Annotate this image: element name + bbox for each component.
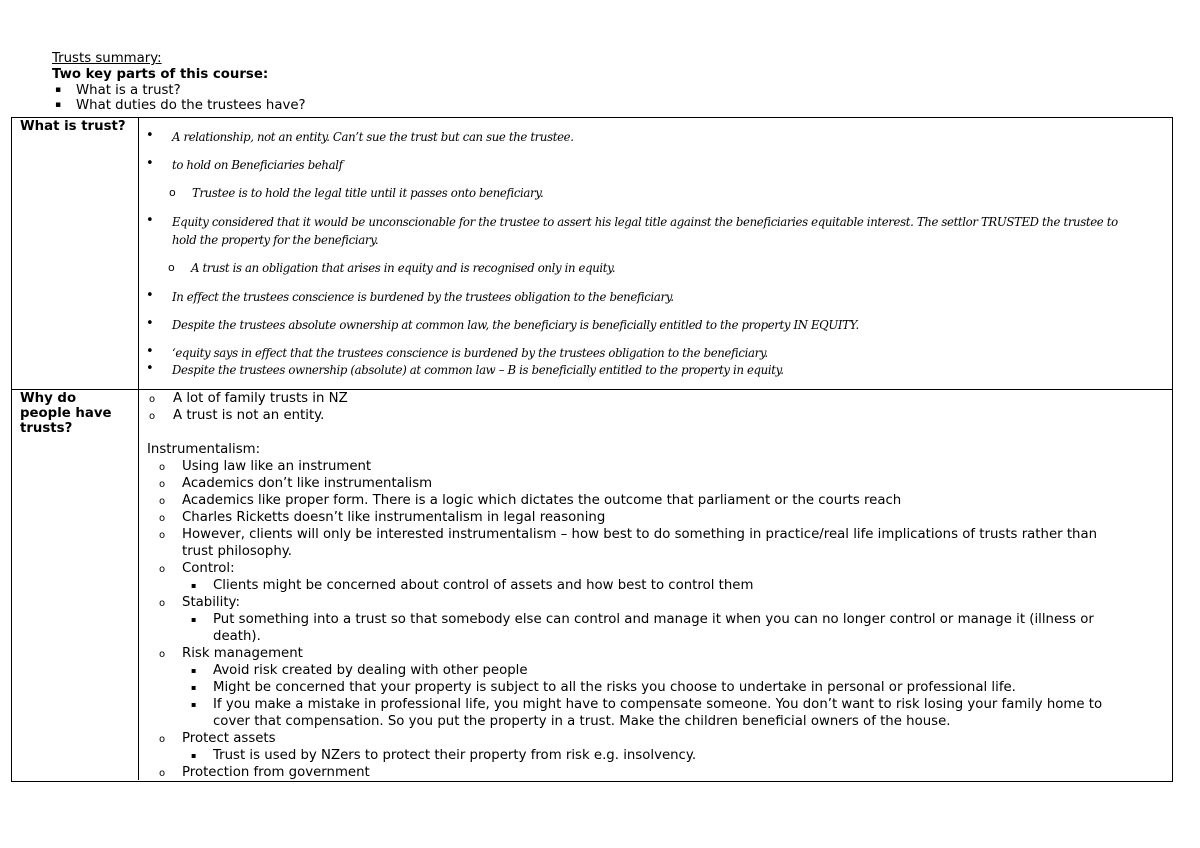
list-item: [191, 662, 528, 679]
list-item: [149, 390, 348, 407]
document-heading: [52, 51, 852, 113]
list-item: [159, 475, 433, 492]
square-bullet-icon: ▪: [191, 700, 197, 709]
circle-bullet-icon: o: [149, 394, 156, 405]
list-item: [159, 560, 235, 577]
list-item-text: In effect the trustees conscience is burdened by the trustees obligation to the beneficiary.: [172, 290, 674, 304]
bullet-icon: •: [146, 361, 154, 376]
list-item-text: Charles Ricketts doesn’t like instrumentalism in legal reasoning: [182, 510, 606, 525]
list-item-text: A trust is not an entity.: [173, 408, 325, 423]
square-bullet-icon: ▪: [191, 581, 197, 590]
list-item-text: What duties do the trustees have?: [76, 98, 306, 113]
square-bullet-icon: ▪: [191, 683, 197, 692]
list-item: [169, 184, 544, 202]
circle-bullet-icon: o: [159, 496, 166, 507]
list-item: [168, 259, 616, 277]
list-item: [159, 458, 372, 475]
list-item-continuation: [213, 713, 950, 730]
list-item-text: to hold on Beneficiaries behalf: [172, 158, 343, 172]
list-item-text: If you make a mistake in professional life, you might have to compensate someone. You don’t want to risk losing your family home to: [213, 697, 1103, 712]
list-item-text: trust philosophy.: [182, 544, 292, 559]
document-title: Trusts summary:: [52, 51, 162, 66]
circle-bullet-icon: o: [149, 411, 156, 422]
section-label-text: Instrumentalism:: [147, 442, 261, 457]
table-row: [12, 118, 1172, 390]
list-item: [159, 645, 303, 662]
circle-bullet-icon: o: [159, 564, 166, 575]
list-item: [159, 492, 902, 509]
circle-bullet-icon: o: [169, 186, 176, 199]
list-item-text: What is a trust?: [76, 83, 181, 98]
bullet-icon: •: [146, 288, 154, 303]
list-item: [191, 577, 754, 594]
list-item-text: Academics like proper form. There is a logic which dictates the outcome that parliament or the courts reach: [182, 493, 902, 508]
course-parts-list: [52, 83, 852, 113]
list-item: [146, 344, 768, 362]
circle-bullet-icon: o: [159, 598, 166, 609]
list-item: [159, 526, 1098, 543]
list-item: [159, 594, 240, 611]
bullet-icon: •: [146, 316, 154, 331]
list-item-text: Protection from government: [182, 765, 370, 780]
list-item-text: Control:: [182, 561, 235, 576]
column-divider: [138, 118, 139, 389]
square-bullet-icon: ▪: [191, 615, 197, 624]
bullet-icon: •: [146, 156, 154, 171]
list-item-continuation: [172, 231, 378, 249]
list-item-text: Academics don’t like instrumentalism: [182, 476, 433, 491]
bullet-icon: •: [146, 344, 154, 359]
row-label: Why do people have trusts?: [20, 391, 112, 436]
list-item: [191, 747, 697, 764]
circle-bullet-icon: o: [168, 261, 175, 274]
list-item-continuation: [213, 628, 261, 645]
circle-bullet-icon: o: [159, 462, 166, 473]
square-bullet-icon: ▪: [55, 85, 62, 95]
circle-bullet-icon: o: [159, 768, 166, 779]
list-item: [146, 213, 1118, 231]
list-item-text: Avoid risk created by dealing with other people: [213, 663, 528, 678]
list-item: [146, 288, 674, 306]
list-item: [159, 509, 606, 526]
list-item-text: death).: [213, 629, 261, 644]
circle-bullet-icon: o: [159, 530, 166, 541]
list-item-text: Trust is used by NZers to protect their property from risk e.g. insolvency.: [213, 748, 697, 763]
column-divider: [138, 390, 139, 780]
list-item-text: Using law like an instrument: [182, 459, 372, 474]
list-item: [149, 407, 325, 424]
document-subtitle: Two key parts of this course:: [52, 67, 269, 82]
row-label: What is trust?: [20, 119, 126, 134]
list-item-text: Stability:: [182, 595, 240, 610]
square-bullet-icon: ▪: [191, 751, 197, 760]
circle-bullet-icon: o: [159, 513, 166, 524]
list-item-text: Despite the trustees absolute ownership at common law, the beneficiary is beneficially entitled to the property IN EQUITY.: [172, 318, 859, 332]
list-item-continuation: [182, 543, 292, 560]
square-bullet-icon: ▪: [55, 100, 62, 110]
summary-table: [11, 117, 1173, 782]
list-item: [52, 98, 852, 113]
list-item-text: Put something into a trust so that somebody else can control and manage it when you can no longer control or manage it (illness or: [213, 612, 1094, 627]
list-item-text: Protect assets: [182, 731, 276, 746]
list-item: [191, 696, 1103, 713]
table-row: [12, 390, 1172, 780]
list-item: [191, 611, 1094, 628]
list-item-text: Risk management: [182, 646, 303, 661]
list-item: [159, 730, 276, 747]
list-item-text: A relationship, not an entity. Can’t sue the trust but can sue the trustee.: [172, 130, 574, 144]
list-item: [146, 361, 784, 379]
list-item: [146, 156, 343, 174]
bullet-icon: •: [146, 128, 154, 143]
list-item: [146, 316, 859, 334]
circle-bullet-icon: o: [159, 734, 166, 745]
list-item: [146, 128, 574, 146]
list-item-text: cover that compensation. So you put the property in a trust. Make the children beneficial owners of the house.: [213, 714, 951, 729]
list-item-text: However, clients will only be interested instrumentalism – how best to do something in practice/real life implications of trusts rather than: [182, 527, 1098, 542]
circle-bullet-icon: o: [159, 479, 166, 490]
list-item-text: A trust is an obligation that arises in equity and is recognised only in equity.: [191, 261, 616, 275]
list-item-text: A lot of family trusts in NZ: [173, 391, 348, 406]
list-item: [159, 764, 370, 781]
list-item-text: Despite the trustees ownership (absolute) at common law – B is beneficially entitled to the property in equity.: [172, 363, 784, 377]
list-item-text: Clients might be concerned about control of assets and how best to control them: [213, 578, 754, 593]
list-item-text: Trustee is to hold the legal title until it passes onto beneficiary.: [192, 186, 544, 200]
list-item-text: Equity considered that it would be unconscionable for the trustee to assert his legal title against the beneficiaries equitable interest. The settlor TRUSTED the trustee to: [172, 215, 1118, 229]
section-label: [147, 441, 260, 458]
list-item: [191, 679, 1016, 696]
list-item: [52, 83, 852, 98]
bullet-icon: •: [146, 213, 154, 228]
list-item-text: ‘equity says in effect that the trustees conscience is burdened by the trustees obligation to the beneficiary.: [172, 346, 768, 360]
circle-bullet-icon: o: [159, 649, 166, 660]
square-bullet-icon: ▪: [191, 666, 197, 675]
list-item-text: hold the property for the beneficiary.: [172, 233, 379, 247]
list-item-text: Might be concerned that your property is subject to all the risks you choose to undertake in personal or professional life.: [213, 680, 1016, 695]
